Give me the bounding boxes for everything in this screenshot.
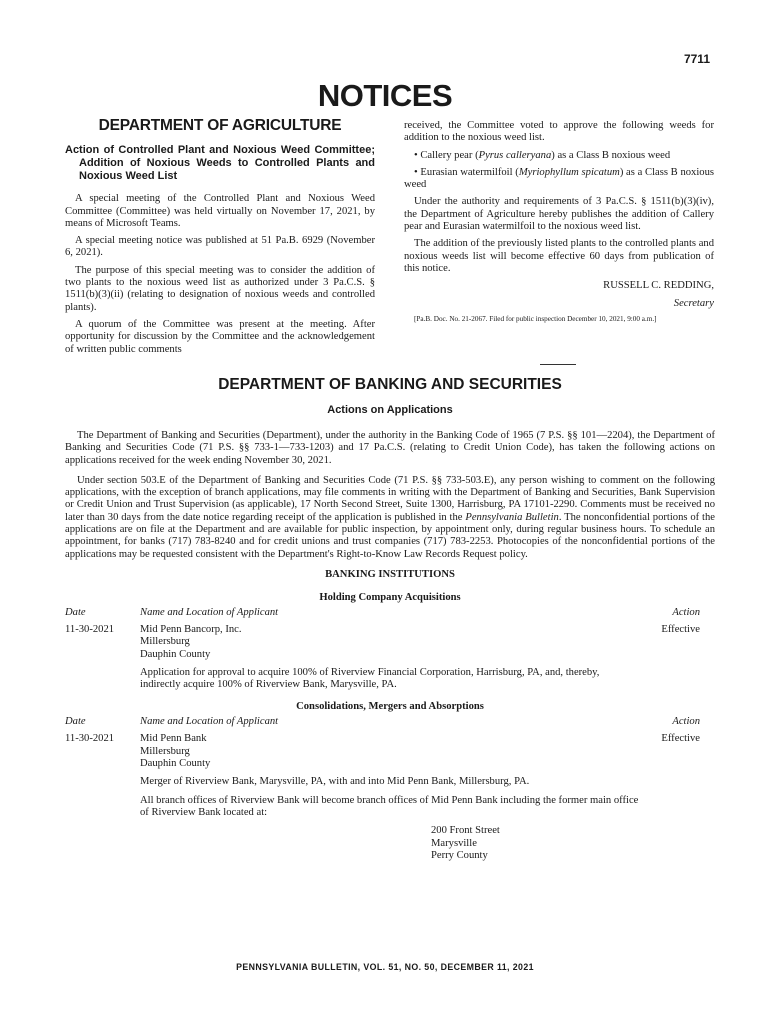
actions-heading: Actions on Applications: [327, 404, 453, 416]
applicant-city: Millersburg: [140, 636, 190, 648]
weed-list-item-eurasian-watermilfoil: • Eurasian watermilfoil (Myriophyllum spicatum) as a Class B noxious weed: [404, 166, 715, 191]
application-date: 11-30-2021: [65, 733, 115, 745]
application-description: Application for approval to acquire 100% of Riverview Financial Corporation, Harrisburg, PA, and, thereby, indirectly acquire 100% of Riverview Bank, Marysville, PA.: [140, 666, 600, 691]
address-city: Marysville: [431, 837, 477, 849]
application-action: Effective: [661, 733, 700, 745]
banking-section: [65, 376, 715, 862]
applicant-name-location: [140, 733, 630, 770]
page-footer: PENNSYLVANIA BULLETIN, VOL. 51, NO. 50, DECEMBER 11, 2021: [236, 962, 534, 972]
agriculture-dept-heading: DEPARTMENT OF AGRICULTURE: [98, 117, 342, 134]
main-office-address: [431, 825, 715, 862]
banking-institutions-heading: BANKING INSTITUTIONS: [325, 568, 455, 580]
applicant-county: Dauphin County: [140, 758, 211, 770]
signature-title: Secretary: [673, 297, 714, 309]
document-filing-note: [Pa.B. Doc. No. 21-2067. Filed for public inspection December 10, 2021, 9:00 a.m.]: [414, 314, 657, 323]
action-column-header: Action: [672, 606, 700, 618]
agriculture-right-column: [404, 120, 714, 329]
page-number: 7711: [683, 52, 710, 66]
banking-intro-paragraph: The Department of Banking and Securities (Department), under the authority in the Banking Code of 1965 (7 P.S. §§ 101—2204), the Department of Banking and Securities Code (71 P.S. §§ 733-1—733-1203) and 17 Pa.C.S. (relating to Credit Union Code), has taken the following actions on applications received for the week ending November 30, 2021.: [65, 430, 715, 466]
table-row: [65, 624, 715, 661]
applicant-name: Mid Penn Bancorp, Inc.: [140, 623, 242, 635]
applicant-column-header: Name and Location of Applicant: [140, 606, 279, 618]
authority-paragraph: Under the authority and requirements of 3 Pa.C.S. § 1511(b)(3)(iv), the Department of Agriculture hereby publishes the addition of Callery pear and Eurasian watermilfoil to the noxious weed list.: [404, 196, 714, 233]
weed-list-item-callery-pear: • Callery pear (Pyrus calleryana) as a Class B noxious weed: [414, 149, 671, 161]
application-date: 11-30-2021: [65, 623, 115, 635]
applicant-name-location: [140, 624, 630, 661]
agriculture-paragraph: A special meeting notice was published at 51 Pa.B. 6929 (November 6, 2021).: [65, 235, 375, 259]
effective-paragraph: The addition of the previously listed plants to the controlled plants and noxious weeds list will become effective 60 days from publication of this notice.: [404, 238, 714, 274]
table-header-row: [65, 607, 715, 619]
holding-company-heading: Holding Company Acquisitions: [319, 591, 461, 603]
table-header-row: [65, 716, 715, 728]
banking-dept-heading: DEPARTMENT OF BANKING AND SECURITIES: [218, 376, 562, 393]
applicant-city: Millersburg: [140, 745, 190, 757]
applicant-column-header: Name and Location of Applicant: [140, 716, 279, 728]
action-column-header: Action: [672, 716, 700, 728]
section-separator: [540, 364, 576, 365]
consolidations-heading: Consolidations, Mergers and Absorptions: [296, 701, 484, 713]
address-street: 200 Front Street: [431, 825, 500, 837]
applicant-name: Mid Penn Bank: [140, 733, 207, 745]
agriculture-paragraph: The purpose of this special meeting was to consider the addition of two plants to the noxious weed list as authorized under 3 Pa.C.S. § 1511(b)(3)(ii) (relating to designation of noxious weeds and controlled plants).: [65, 264, 375, 313]
notices-heading: NOTICES: [317, 78, 453, 113]
applicant-county: Dauphin County: [140, 648, 211, 660]
agriculture-paragraph: A special meeting of the Controlled Plant and Noxious Weed Committee (Committee) was held virtually on November 17, 2021, by means of Microsoft Teams.: [65, 193, 375, 229]
agriculture-paragraph: A quorum of the Committee was present at the meeting. After opportunity for discussion by the Committee and the acknowledgement of written public comments: [65, 318, 375, 355]
agriculture-action-title: Action of Controlled Plant and Noxious Weed Committee; Addition of Noxious Weeds to Controlled Plants and Noxious Weed List: [65, 144, 375, 183]
address-county: Perry County: [431, 849, 488, 861]
branch-offices-description: All branch offices of Riverview Bank will become branch offices of Mid Penn Bank including the former main office of Riverview Bank located at:: [140, 794, 639, 818]
agriculture-left-column: [65, 117, 375, 361]
agriculture-continued-text: received, the Committee voted to approve the following weeds for addition to the noxious weed list.: [404, 120, 714, 144]
date-column-header: Date: [65, 606, 86, 618]
table-row: [65, 733, 715, 770]
application-action: Effective: [661, 623, 700, 635]
banking-comment-paragraph: Under section 503.E of the Department of Banking and Securities Code (71 P.S. §§ 733-503.E), any person wishing to comment on the following applications, with the exception of branch applications, may file comments in writing with the Department of Banking and Securities, Bank Supervision or Credit Union and Trust Supervision (as applicable), 17 North Second Street, Suite 1300, Harrisburg, PA 17101-2290. Comments must be received no later than 30 days from the date notice regarding receipt of the application is published in the Pennsylvania Bulletin. The nonconfidential portions of the applications are on file at the Department and are available for public inspection, by appointment only, during regular business hours. To schedule an appointment, for banks (717) 783-8240 and for credit unions and trust companies (717) 783-2253. Photocopies of the nonconfidential portions of the applications may be requested consistent with the Department's Right-to-Know Law Records Request policy.: [65, 474, 715, 560]
merger-description: Merger of Riverview Bank, Marysville, PA, with and into Mid Penn Bank, Millersburg, PA.: [140, 776, 530, 788]
date-column-header: Date: [65, 716, 86, 728]
signature-name: RUSSELL C. REDDING,: [603, 280, 714, 292]
